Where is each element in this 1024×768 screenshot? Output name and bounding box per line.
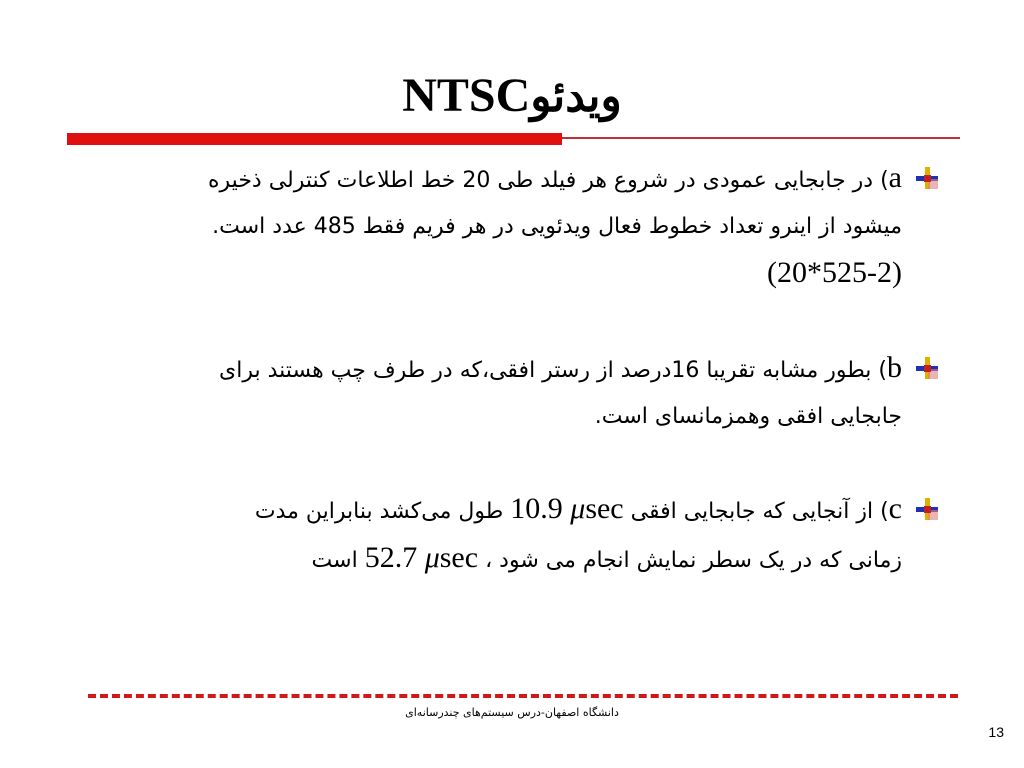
bullet-text: طول می‌کشد بنابراین مدت xyxy=(254,499,504,524)
bullet-text: زمانی که در یک سطر نمایش انجام می شود ، xyxy=(485,548,902,573)
bullet-text: جابجایی افقی وهمزمانسای است. xyxy=(594,404,902,429)
bullet-marker-icon xyxy=(916,357,938,379)
title-persian: ویدئو xyxy=(530,71,622,122)
time-value-2: 52.7 μsec xyxy=(364,541,479,574)
bullet-text: بطور مشابه تقریبا 16درصد از رستر افقی،که در طرف چپ هستند برای xyxy=(219,358,872,383)
bullet-item-b: b) بطور مشابه تقریبا 16درصد از رستر افقی،که در طرف چپ هستند برای جابجایی افقی وهمزمانسای است. xyxy=(40,345,960,440)
bullet-marker-icon xyxy=(916,167,938,189)
slide-title xyxy=(300,68,724,128)
time-value-1: 10.9 μsec xyxy=(510,492,624,525)
title-underline-thin xyxy=(562,137,960,139)
bullet-formula: (525-2*20) xyxy=(767,256,902,289)
title-latin: NTSC xyxy=(402,69,531,122)
bullet-letter: b xyxy=(887,351,902,384)
bullet-list xyxy=(40,155,960,630)
bullet-text: از آنجایی که جابجایی افقی xyxy=(630,499,874,524)
bullet-item-c: c) از آنجایی که جابجایی افقی 10.9 μsec طول می‌کشد بنابراین مدت زمانی که در یک سطر نمایش انجام می شود ، 52.7 μsec است xyxy=(40,486,960,584)
bullet-letter: c xyxy=(888,492,902,525)
page-number: 13 xyxy=(988,724,1004,740)
bullet-text: است xyxy=(311,548,358,573)
title-underline-red xyxy=(67,133,562,145)
footer-text: دانشگاه اصفهان-درس سیستم‌های چندرسانه‌ای xyxy=(405,706,619,719)
bullet-item-a: a) در جابجایی عمودی در شروع هر فیلد طی 20 خط اطلاعات کنترلی ذخیره میشود از اینرو تعداد خطوط فعال ویدئویی در هر فریم فقط 485 عدد است. (525-2*20) xyxy=(40,155,960,299)
bullet-letter: a xyxy=(888,161,902,194)
footer-dashed-divider xyxy=(88,694,958,698)
bullet-text: میشود از اینرو تعداد خطوط فعال ویدئویی در هر فریم فقط 485 عدد است. xyxy=(212,214,902,239)
bullet-text: در جابجایی عمودی در شروع هر فیلد طی 20 خط اطلاعات کنترلی ذخیره xyxy=(208,168,874,193)
bullet-marker-icon xyxy=(916,498,938,520)
